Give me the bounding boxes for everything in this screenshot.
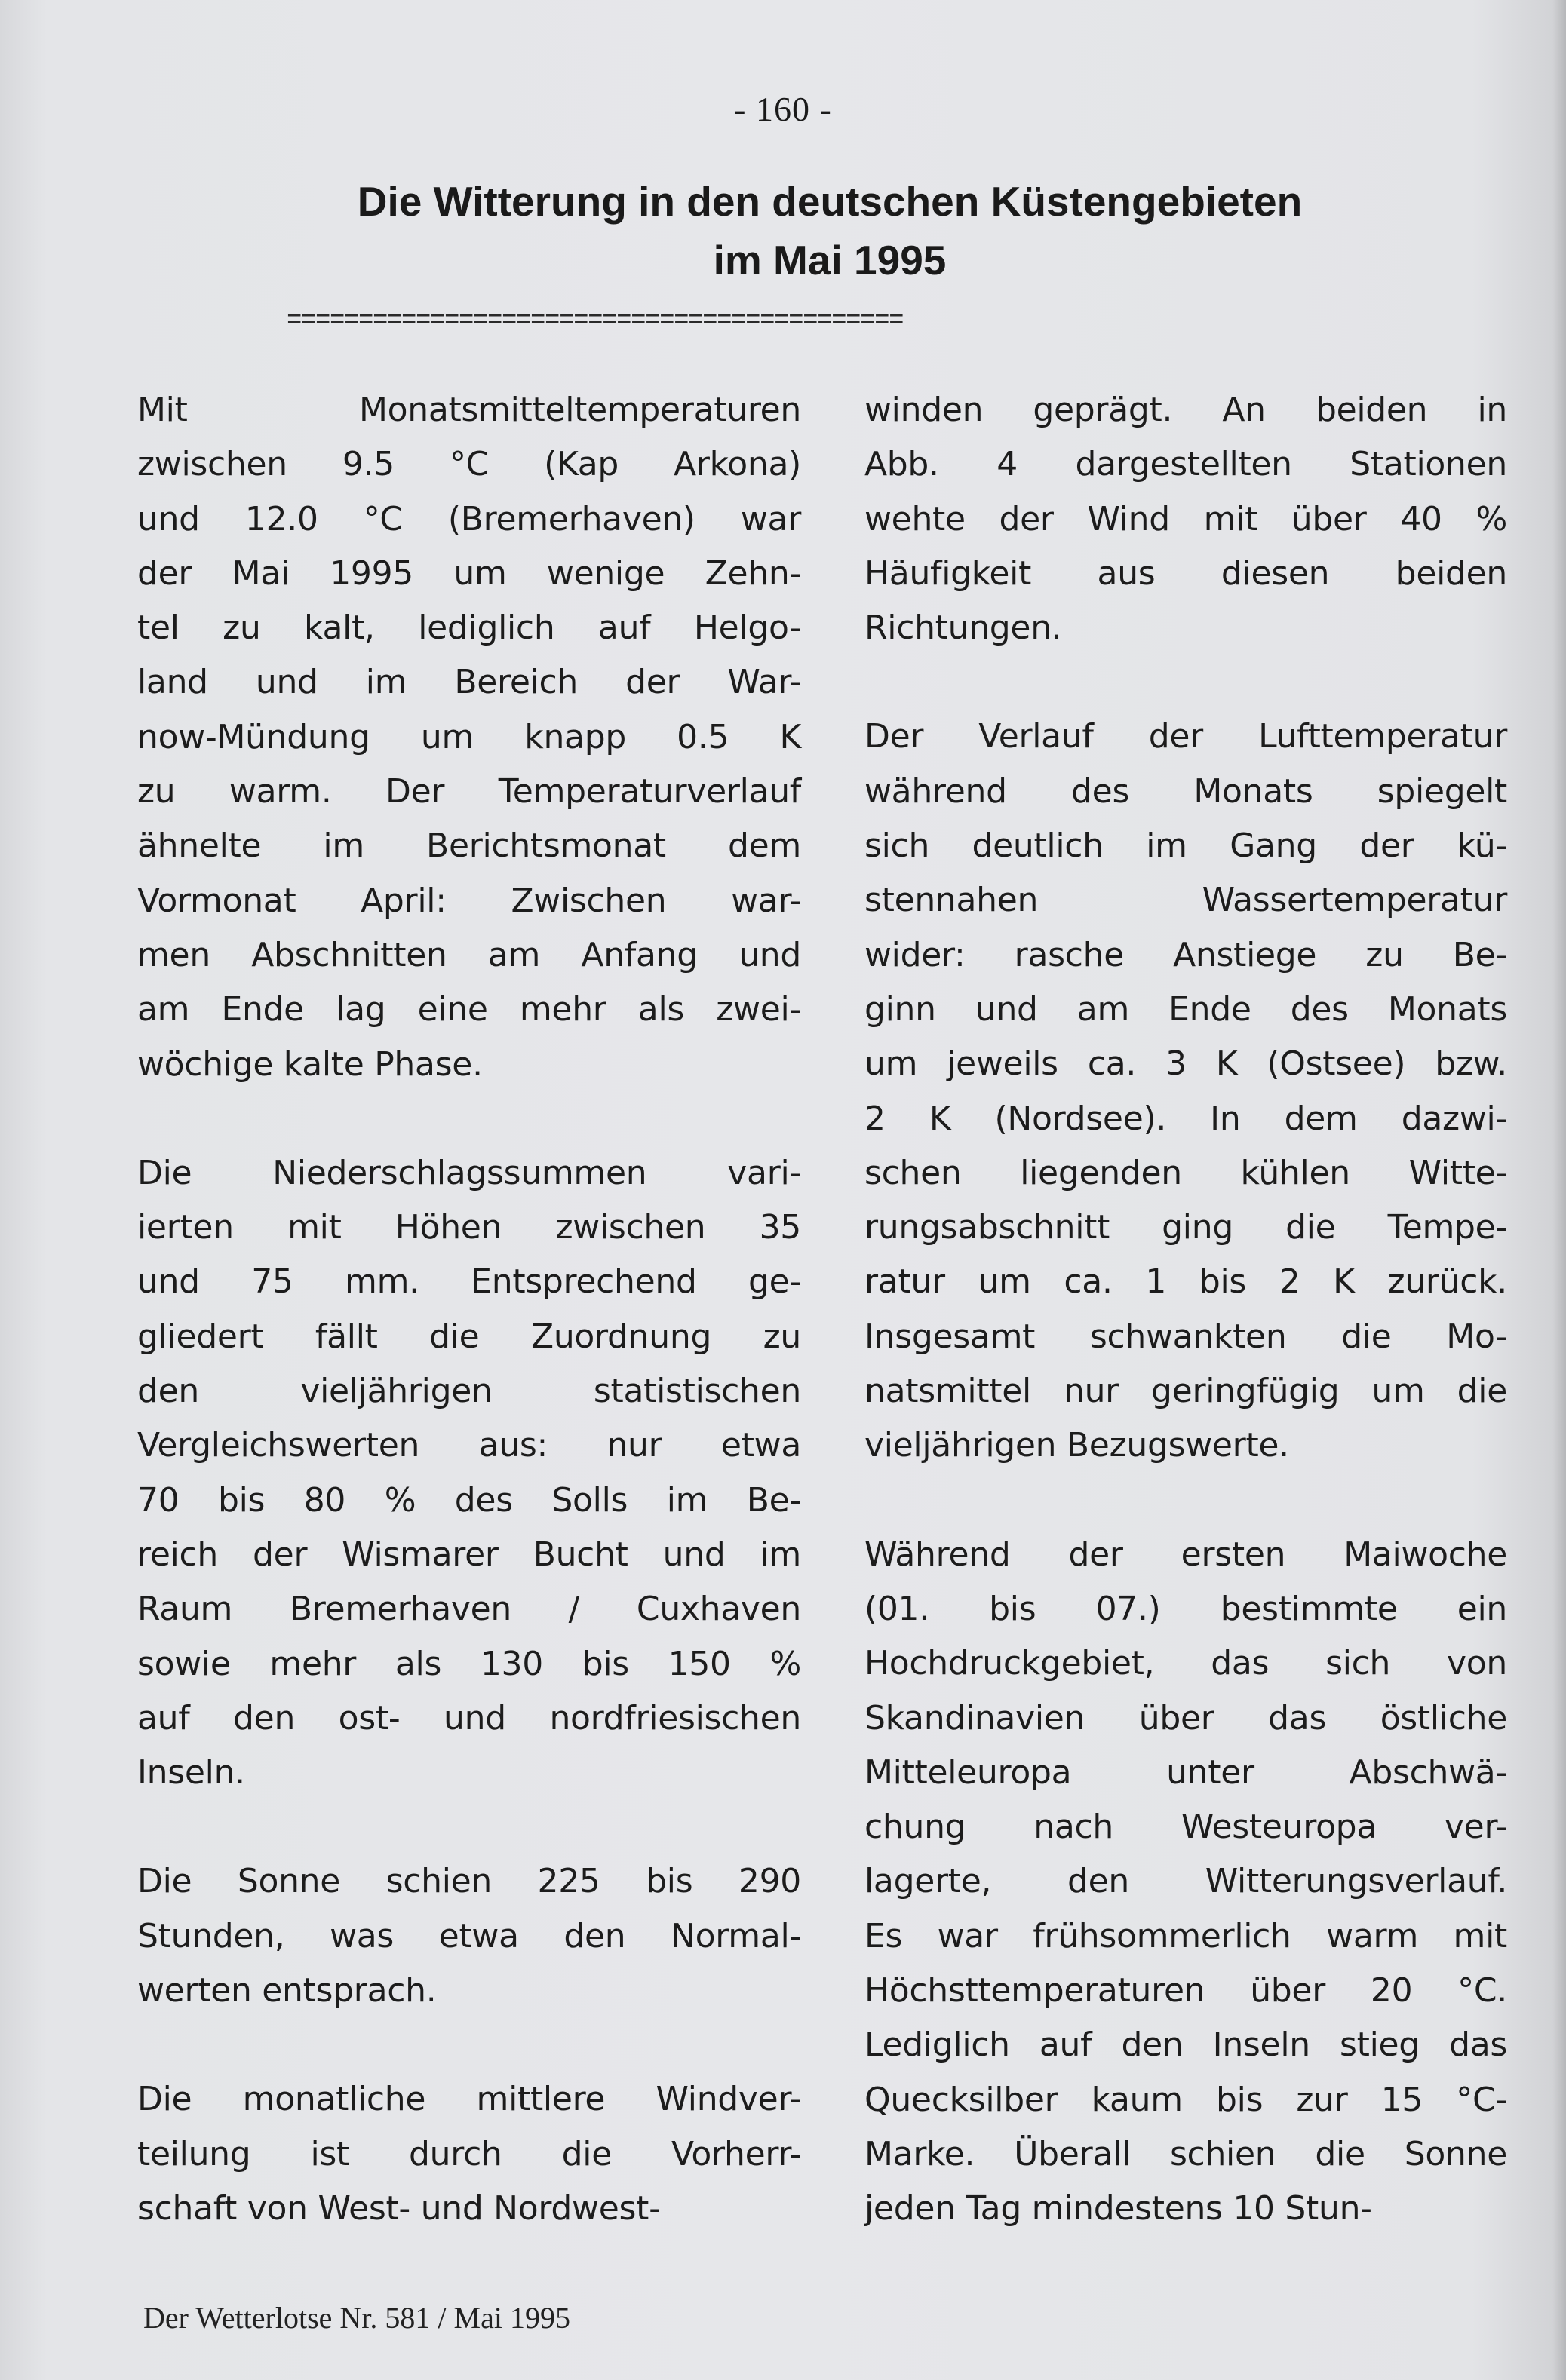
text-line: Stunden, was etwa den Normal-	[137, 1916, 801, 1955]
text-line: zu warm. Der Temperaturverlauf	[137, 772, 801, 811]
text-line: 2 K (Nordsee). In dem dazwi-	[864, 1099, 1507, 1138]
text-line: werten entsprach.	[137, 1971, 437, 2010]
text-line: Insgesamt schwankten die Mo-	[864, 1317, 1507, 1356]
text-line: Inseln.	[137, 1753, 245, 1793]
text-line: am Ende lag eine mehr als zwei-	[137, 990, 801, 1029]
text-line: Die Niederschlagssummen vari-	[137, 1153, 801, 1192]
text-line: schen liegenden kühlen Witte-	[864, 1153, 1507, 1192]
text-line: den vieljährigen statistischen	[137, 1372, 801, 1411]
text-line: stennahen Wassertemperatur	[864, 881, 1507, 920]
paragraph	[137, 1854, 801, 2018]
text-line: natsmittel nur geringfügig um die	[864, 1372, 1507, 1411]
text-line: Häufigkeit aus diesen beiden	[864, 554, 1507, 593]
text-line: now-Mündung um knapp 0.5 K	[137, 717, 801, 756]
text-line: chung nach Westeuropa ver-	[864, 1808, 1507, 1847]
article-title-line-1: Die Witterung in den deutschen Küstengebieten	[357, 178, 1303, 225]
left-text-column	[137, 383, 801, 2236]
footer-citation: Der Wetterlotse Nr. 581 / Mai 1995	[143, 2301, 570, 2335]
text-line: Abb. 4 dargestellten Stationen	[864, 445, 1507, 484]
text-line: Lediglich auf den Inseln stieg das	[864, 2026, 1507, 2065]
text-line: zwischen 9.5 °C (Kap Arkona)	[137, 445, 801, 484]
text-line: winden geprägt. An beiden in	[864, 391, 1507, 429]
text-line: sowie mehr als 130 bis 150 %	[137, 1644, 801, 1683]
text-line: Es war frühsommerlich warm mit	[864, 1916, 1507, 1955]
text-line: Raum Bremerhaven / Cuxhaven	[137, 1590, 801, 1629]
text-line: men Abschnitten am Anfang und	[137, 935, 801, 974]
text-line: Skandinavien über das östliche	[864, 1698, 1507, 1737]
text-line: und 75 mm. Entsprechend ge-	[137, 1262, 801, 1302]
text-line: Richtungen.	[864, 609, 1062, 648]
article-title-line-2: im Mai 1995	[713, 237, 947, 284]
text-line: Marke. Überall schien die Sonne	[864, 2134, 1507, 2173]
text-line: und 12.0 °C (Bremerhaven) war	[137, 499, 801, 538]
text-line: ähnelte im Berichtsmonat dem	[137, 827, 801, 866]
text-line: Die monatliche mittlere Windver-	[137, 2080, 801, 2119]
paragraph	[864, 710, 1507, 1473]
paragraph	[137, 1146, 801, 1801]
text-line: land und im Bereich der War-	[137, 663, 801, 702]
article-title	[189, 172, 1471, 290]
text-line: ratur um ca. 1 bis 2 K zurück.	[864, 1262, 1507, 1302]
text-line: jeden Tag mindestens 10 Stun-	[864, 2189, 1372, 2228]
paragraph	[864, 1528, 1507, 2237]
text-line: während des Monats spiegelt	[864, 771, 1507, 811]
paragraph	[864, 383, 1507, 655]
paragraph	[137, 2072, 801, 2236]
page-edge-shadow	[1552, 0, 1566, 2380]
text-line: Die Sonne schien 225 bis 290	[137, 1862, 801, 1901]
paragraph	[137, 383, 801, 1092]
page-number: - 160 -	[734, 90, 832, 128]
text-line: vieljährigen Bezugswerte.	[864, 1426, 1289, 1465]
text-line: Während der ersten Maiwoche	[864, 1535, 1507, 1574]
text-line: ierten mit Höhen zwischen 35	[137, 1208, 801, 1247]
text-line: teilung ist durch die Vorherr-	[137, 2134, 801, 2173]
text-line: auf den ost- und nordfriesischen	[137, 1698, 801, 1737]
text-line: wehte der Wind mit über 40 %	[864, 499, 1507, 538]
text-line: Vormonat April: Zwischen war-	[137, 881, 801, 920]
text-line: Der Verlauf der Lufttemperatur	[864, 717, 1507, 756]
text-line: wider: rasche Anstiege zu Be-	[864, 935, 1507, 974]
text-line: um jeweils ca. 3 K (Ostsee) bzw.	[864, 1044, 1507, 1084]
text-line: Höchsttemperaturen über 20 °C.	[864, 1971, 1507, 2010]
text-line: Quecksilber kaum bis zur 15 °C-	[864, 2080, 1507, 2119]
title-underline-rule: ===========================================	[287, 307, 904, 336]
text-line: 70 bis 80 % des Solls im Be-	[137, 1480, 801, 1520]
text-line: der Mai 1995 um wenige Zehn-	[137, 554, 801, 593]
text-line: reich der Wismarer Bucht und im	[137, 1535, 801, 1574]
text-line: wöchige kalte Phase.	[137, 1044, 483, 1084]
right-text-column	[864, 383, 1507, 2237]
text-line: rungsabschnitt ging die Tempe-	[864, 1208, 1507, 1247]
text-line: Mitteleuropa unter Abschwä-	[864, 1753, 1507, 1792]
text-line: tel zu kalt, lediglich auf Helgo-	[137, 609, 801, 648]
text-line: Hochdruckgebiet, das sich von	[864, 1644, 1507, 1683]
text-line: Vergleichswerten aus: nur etwa	[137, 1426, 801, 1465]
text-line: schaft von West- und Nordwest-	[137, 2188, 661, 2228]
text-line: sich deutlich im Gang der kü-	[864, 827, 1507, 866]
text-line: ginn und am Ende des Monats	[864, 989, 1507, 1029]
text-line: lagerte, den Witterungsverlauf.	[864, 1862, 1507, 1901]
text-line: (01. bis 07.) bestimmte ein	[864, 1589, 1507, 1628]
text-line: Mit Monatsmitteltemperaturen	[137, 391, 801, 429]
text-line: gliedert fällt die Zuordnung zu	[137, 1317, 801, 1356]
